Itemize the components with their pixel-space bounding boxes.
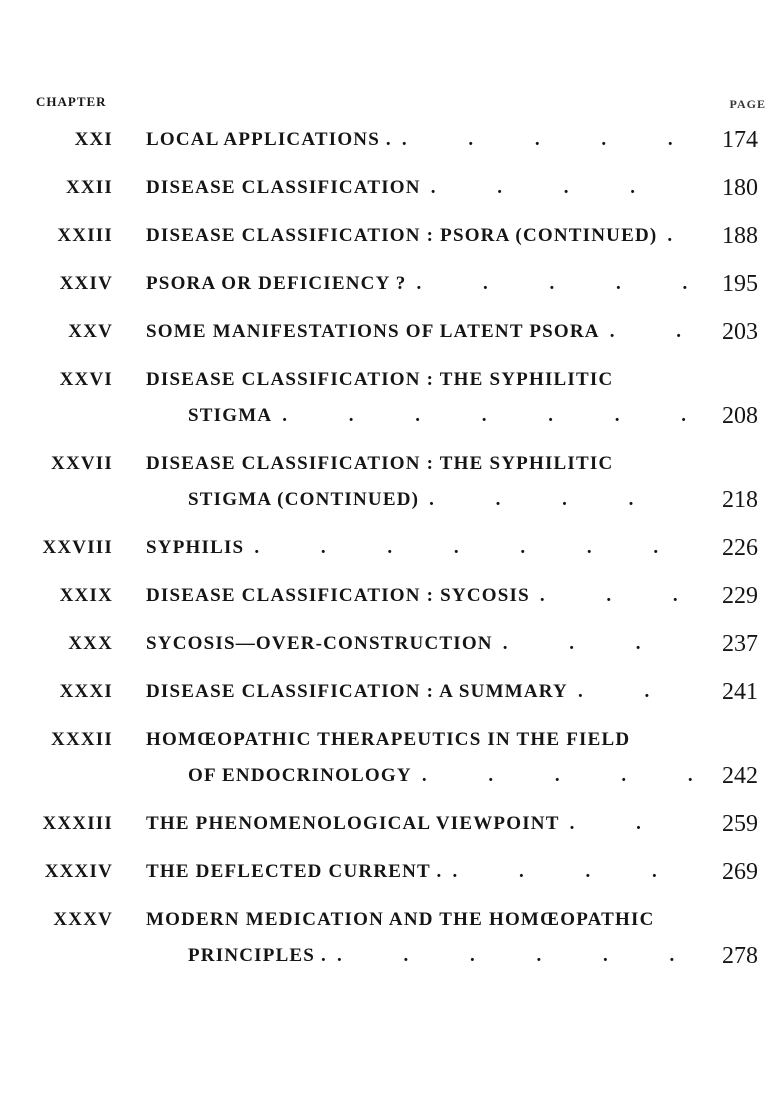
entry-spacer — [0, 158, 780, 170]
chapter-title-text: OF ENDOCRINOLOGY — [188, 765, 412, 786]
chapter-title-text: DISEASE CLASSIFICATION — [146, 177, 421, 198]
chapter-title — [146, 266, 694, 302]
dot-leader — [421, 170, 694, 206]
toc-line — [0, 362, 780, 398]
dot-leader — [600, 314, 694, 350]
entry-spacer — [0, 794, 780, 806]
chapter-title-text: DISEASE CLASSIFICATION : THE SYPHILITIC — [146, 453, 614, 474]
toc-line — [0, 902, 780, 938]
toc-line — [0, 578, 780, 614]
entry-spacer — [0, 662, 780, 674]
chapter-title-text: STIGMA (CONTINUED) — [188, 489, 420, 510]
page-column-header: PAGE — [729, 97, 766, 111]
chapter-title — [146, 362, 694, 398]
chapter-title — [146, 902, 694, 938]
toc-line — [0, 626, 780, 662]
dot-leader — [442, 854, 694, 890]
entry-spacer — [0, 614, 780, 626]
dot-leader — [560, 806, 694, 842]
page-number: 259 — [722, 811, 758, 837]
chapter-title — [146, 626, 694, 662]
entry-spacer — [0, 434, 780, 446]
chapter-title — [188, 482, 694, 518]
dot-leader — [392, 122, 694, 158]
chapter-number: XXIV — [59, 273, 113, 294]
entry-spacer — [0, 302, 780, 314]
page-number: 278 — [722, 943, 758, 969]
chapter-number: XXXIII — [42, 813, 113, 834]
chapter-title — [146, 530, 694, 566]
toc-line — [0, 530, 780, 566]
entry-spacer — [0, 254, 780, 266]
toc-line — [0, 854, 780, 890]
chapter-number: XXXV — [53, 909, 113, 930]
entry-spacer — [0, 842, 780, 854]
entry-spacer — [0, 518, 780, 530]
chapter-title-text: HOMŒOPATHIC THERAPEUTICS IN THE FIELD — [146, 729, 631, 750]
chapter-number: XXXIV — [44, 861, 113, 882]
chapter-title-text: SYCOSIS—OVER-CONSTRUCTION — [146, 633, 493, 654]
page-number: 242 — [722, 763, 758, 789]
toc-entry — [0, 446, 780, 518]
page-number: 195 — [722, 271, 758, 297]
chapter-title-text: PRINCIPLES . — [188, 945, 327, 966]
toc-entry — [0, 266, 780, 302]
page-number: 208 — [722, 403, 758, 429]
toc-line — [0, 170, 780, 206]
toc-entry — [0, 314, 780, 350]
chapter-number: XXXI — [59, 681, 113, 702]
chapter-title — [188, 398, 694, 434]
entry-spacer — [0, 206, 780, 218]
chapter-title — [146, 446, 694, 482]
toc-entry — [0, 122, 780, 158]
table-of-contents — [0, 122, 780, 986]
toc-line — [0, 122, 780, 158]
chapter-title-text: SOME MANIFESTATIONS OF LATENT PSORA — [146, 321, 600, 342]
chapter-title-text: PSORA OR DEFICIENCY ? — [146, 273, 407, 294]
dot-leader — [493, 626, 694, 662]
chapter-column-header: CHAPTER — [36, 94, 107, 109]
dot-leader — [419, 482, 694, 518]
chapter-number: XXX — [68, 633, 113, 654]
toc-entry — [0, 170, 780, 206]
chapter-title — [146, 806, 694, 842]
chapter-title — [188, 938, 694, 974]
toc-entry — [0, 854, 780, 890]
chapter-title — [188, 758, 694, 794]
toc-entry — [0, 902, 780, 974]
entry-spacer — [0, 974, 780, 986]
entry-spacer — [0, 566, 780, 578]
page-number: 218 — [722, 487, 758, 513]
chapter-number: XXVIII — [42, 537, 113, 558]
chapter-title-text: THE DEFLECTED CURRENT . — [146, 861, 443, 882]
toc-line — [0, 722, 780, 758]
dot-leader — [657, 218, 694, 254]
toc-entry — [0, 362, 780, 434]
entry-spacer — [0, 710, 780, 722]
chapter-number: XXII — [65, 177, 113, 198]
page-number: 241 — [722, 679, 758, 705]
chapter-title-text: DISEASE CLASSIFICATION : PSORA (CONTINUED) — [146, 225, 658, 246]
dot-leader — [568, 674, 694, 710]
chapter-title — [146, 170, 694, 206]
chapter-title — [146, 218, 694, 254]
page-number: 188 — [722, 223, 758, 249]
toc-entry — [0, 722, 780, 794]
toc-entry — [0, 530, 780, 566]
page-number: 174 — [722, 127, 758, 153]
toc-entry — [0, 674, 780, 710]
chapter-title-text: STIGMA — [188, 405, 273, 426]
toc-line — [0, 266, 780, 302]
dot-leader — [272, 398, 694, 434]
toc-line — [0, 482, 780, 518]
toc-entry — [0, 806, 780, 842]
chapter-title-text: THE PHENOMENOLOGICAL VIEWPOINT — [146, 813, 560, 834]
toc-entry — [0, 218, 780, 254]
chapter-number: XXVI — [59, 369, 113, 390]
chapter-number: XXVII — [51, 453, 113, 474]
page-number: 237 — [722, 631, 758, 657]
chapter-number: XXIX — [59, 585, 113, 606]
chapter-title — [146, 578, 694, 614]
chapter-title-text: DISEASE CLASSIFICATION : SYCOSIS — [146, 585, 530, 606]
toc-line — [0, 314, 780, 350]
dot-leader — [406, 266, 694, 302]
chapter-number: XXIII — [57, 225, 113, 246]
page-number: 269 — [722, 859, 758, 885]
toc-line — [0, 218, 780, 254]
dot-leader — [244, 530, 694, 566]
chapter-title-text: DISEASE CLASSIFICATION : A SUMMARY — [146, 681, 568, 702]
toc-line — [0, 938, 780, 974]
chapter-title-text: MODERN MEDICATION AND THE HOMŒOPATHIC — [146, 909, 655, 930]
chapter-title — [146, 122, 694, 158]
toc-line — [0, 398, 780, 434]
chapter-number: XXXII — [51, 729, 113, 750]
page-number: 229 — [722, 583, 758, 609]
entry-spacer — [0, 350, 780, 362]
toc-line — [0, 446, 780, 482]
chapter-number: XXV — [68, 321, 113, 342]
dot-leader — [530, 578, 694, 614]
entry-spacer — [0, 890, 780, 902]
toc-entry — [0, 626, 780, 662]
page-number: 180 — [722, 175, 758, 201]
chapter-title-text: SYPHILIS — [146, 537, 245, 558]
dot-leader — [412, 758, 694, 794]
chapter-number: XXI — [74, 129, 113, 150]
chapter-title — [146, 314, 694, 350]
chapter-title — [146, 854, 694, 890]
toc-entry — [0, 578, 780, 614]
page-number: 226 — [722, 535, 758, 561]
chapter-title — [146, 674, 694, 710]
dot-leader — [327, 938, 694, 974]
toc-line — [0, 674, 780, 710]
chapter-title — [146, 722, 694, 758]
toc-line — [0, 758, 780, 794]
toc-line — [0, 806, 780, 842]
chapter-title-text: DISEASE CLASSIFICATION : THE SYPHILITIC — [146, 369, 614, 390]
page-number: 203 — [722, 319, 758, 345]
chapter-title-text: LOCAL APPLICATIONS . — [146, 129, 392, 150]
